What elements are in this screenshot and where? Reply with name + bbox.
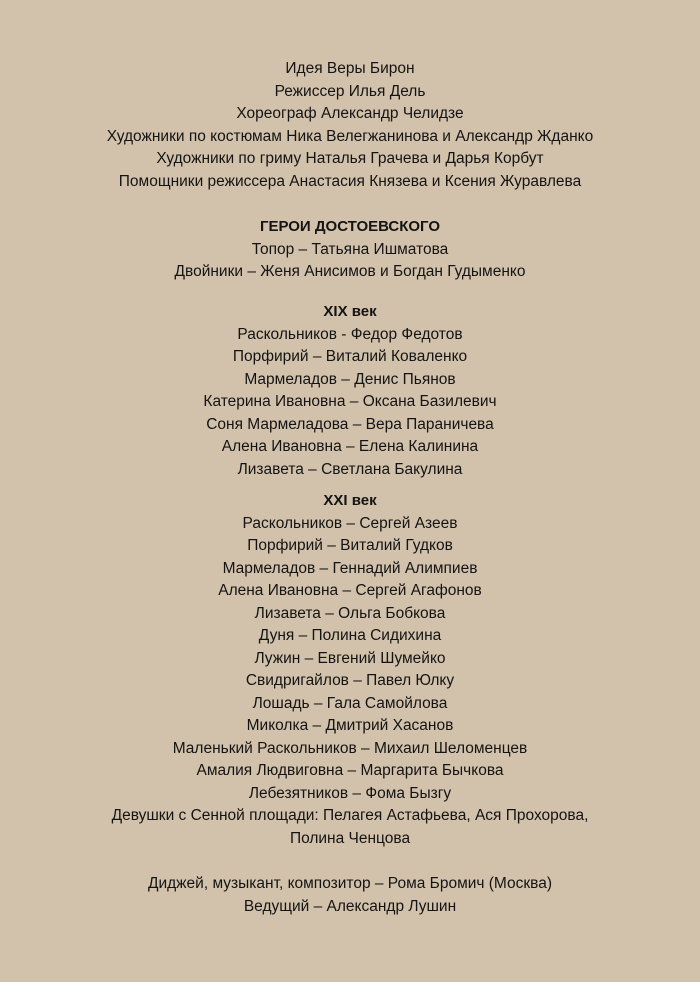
credit-director: Режиссер Илья Дель [274, 82, 426, 100]
cast-line: Лизавета – Ольга Бобкова [254, 604, 446, 622]
cast-line: Лошадь – Гала Самойлова [252, 694, 448, 712]
credit-assistants: Помощники режиссера Анастасия Князева и Ксения Журавлева [118, 172, 582, 190]
cast-line: Раскольников - Федор Федотов [237, 325, 463, 343]
cast-line: Порфирий – Виталий Коваленко [232, 348, 468, 365]
cast-line: Лебезятников – Фома Бызгу [248, 784, 452, 802]
cast-line: Мармеладов – Денис Пьянов [244, 370, 456, 388]
cast-line: Двойники – Женя Анисимов и Богдан Гудыменко [174, 263, 526, 280]
credit-idea: Идея Веры Бирон [285, 60, 415, 77]
heroes-block [0, 216, 700, 284]
creative-team-block [0, 58, 700, 193]
cast-line: Лужин – Евгений Шумейко [254, 649, 446, 667]
cast-line: Алена Ивановна – Сергей Агафонов [218, 582, 482, 599]
cast-line: Полина Ченцова [289, 829, 411, 847]
extra-credits-block [0, 873, 700, 918]
cast-line: Свидригайлов – Павел Юлку [245, 672, 455, 689]
cast-line: Соня Мармеладова – Вера Параничева [206, 415, 494, 433]
cast-line: Маленький Раскольников – Михаил Шеломенцев [172, 739, 528, 757]
credit-choreographer: Хореограф Александр Челидзе [236, 105, 464, 122]
century-19-heading: XIX век [323, 303, 377, 320]
credit-makeup: Художники по гриму Наталья Грачева и Дарья Корбут [156, 150, 544, 167]
cast-line: Порфирий – Виталий Гудков [247, 537, 453, 554]
heroes-heading: ГЕРОИ ДОСТОЕВСКОГО [259, 218, 441, 235]
cast-line: Топор – Татьяна Ишматова [251, 240, 449, 258]
cast-line: Лизавета – Светлана Бакулина [237, 460, 463, 478]
century-21-block [0, 490, 700, 850]
cast-line: Девушки с Сенной площади: Пелагея Астафьева, Ася Прохорова, [111, 807, 589, 824]
credit-costumes: Художники по костюмам Ника Велегжанинова и Александр Жданко [106, 127, 594, 145]
century-21-heading: XXI век [323, 492, 377, 509]
cast-line: Катерина Ивановна – Оксана Базилевич [203, 393, 497, 410]
cast-line: Дуня – Полина Сидихина [258, 627, 442, 644]
cast-line: Алена Ивановна – Елена Калинина [221, 438, 479, 455]
cast-line: Амалия Людвиговна – Маргарита Бычкова [196, 762, 504, 779]
cast-line: Миколка – Дмитрий Хасанов [246, 717, 454, 734]
credit-host: Ведущий – Александр Лушин [243, 897, 457, 915]
credit-dj: Диджей, музыкант, композитор – Рома Бромич (Москва) [147, 875, 553, 892]
cast-line: Раскольников – Сергей Азеев [242, 514, 458, 532]
century-19-block [0, 301, 700, 481]
cast-line: Мармеладов – Геннадий Алимпиев [222, 559, 478, 577]
